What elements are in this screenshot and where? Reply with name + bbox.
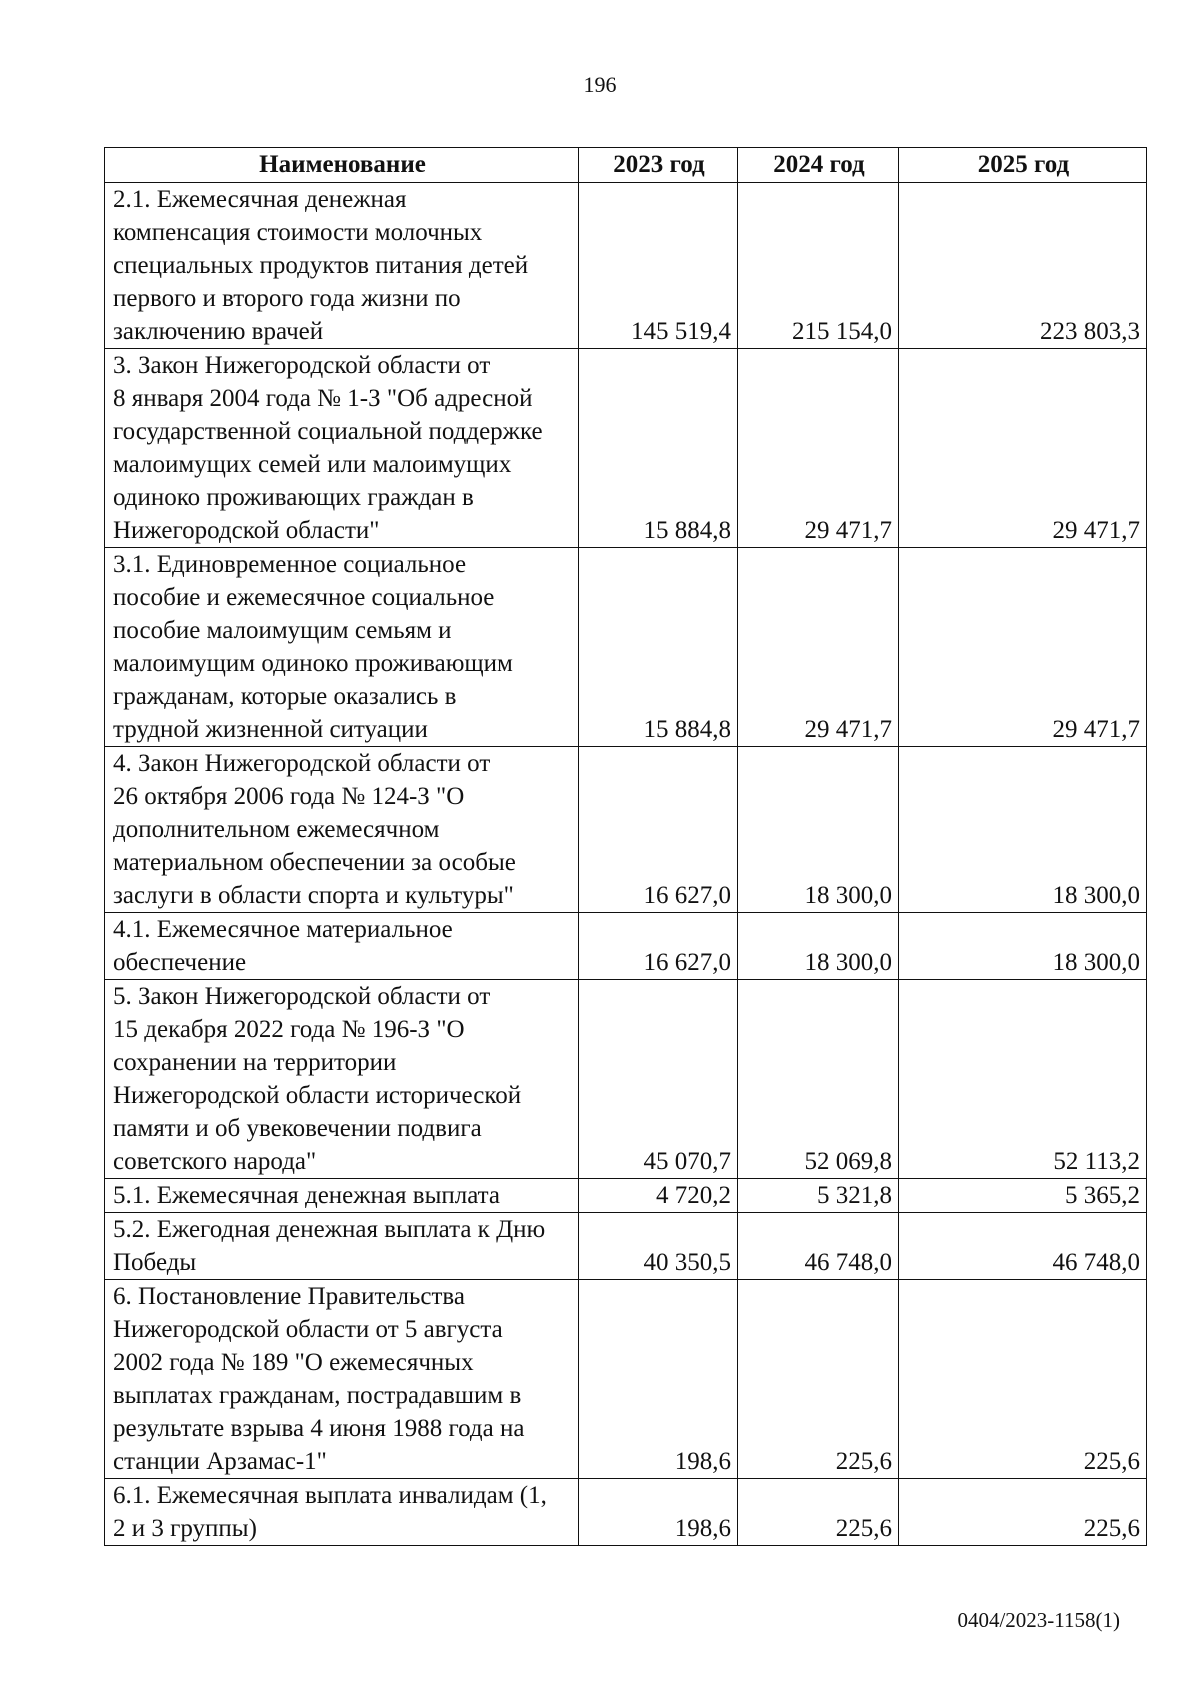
- table-row: [105, 349, 1147, 548]
- value-2025: 225,6: [899, 1280, 1147, 1479]
- row-name-line: Нижегородской области исторической: [113, 1082, 522, 1109]
- table-row: [105, 1179, 1147, 1213]
- row-name-line: государственной социальной поддержке: [113, 418, 543, 445]
- row-name-line: 15 декабря 2022 года № 196-З "О: [113, 1016, 465, 1043]
- value-2024: 18 300,0: [738, 913, 899, 980]
- value-2024: 29 471,7: [738, 349, 899, 548]
- row-name-line: 4.1. Ежемесячное материальное: [113, 916, 453, 943]
- value-2023: 16 627,0: [579, 747, 738, 913]
- value-2023: 145 519,4: [579, 183, 738, 349]
- row-name-line: 6. Постановление Правительства: [113, 1283, 465, 1310]
- row-name-line: 3.1. Единовременное социальное: [113, 551, 467, 578]
- value-2024: 225,6: [738, 1479, 899, 1546]
- row-name-line: 5. Закон Нижегородской области от: [113, 983, 491, 1010]
- row-name-line: малоимущих семей или малоимущих: [113, 451, 512, 478]
- row-name-line: пособие и ежемесячное социальное: [113, 584, 495, 611]
- row-name-line: 2 и 3 группы): [113, 1515, 257, 1542]
- row-name-line: компенсация стоимости молочных: [113, 219, 483, 246]
- row-name-cell: [105, 747, 579, 913]
- table-row: [105, 980, 1147, 1179]
- row-name-cell: [105, 1179, 579, 1213]
- table-row: [105, 747, 1147, 913]
- table-body: [105, 183, 1147, 1546]
- value-2025: 46 748,0: [899, 1213, 1147, 1280]
- row-name-line: обеспечение: [113, 949, 247, 976]
- header-2024: 2024 год: [738, 148, 899, 183]
- row-name-line: памяти и об увековечении подвига: [113, 1115, 482, 1142]
- row-name-line: 2002 года № 189 "О ежемесячных: [113, 1349, 474, 1376]
- row-name-line: сохранении на территории: [113, 1049, 397, 1076]
- value-2023: 40 350,5: [579, 1213, 738, 1280]
- budget-table: [104, 147, 1147, 1546]
- value-2025: 5 365,2: [899, 1179, 1147, 1213]
- row-name-line: первого и второго года жизни по: [113, 285, 461, 312]
- row-name-cell: [105, 548, 579, 747]
- value-2025: 225,6: [899, 1479, 1147, 1546]
- row-name-cell: [105, 349, 579, 548]
- row-name-line: 4. Закон Нижегородской области от: [113, 750, 491, 777]
- row-name-line: заслуги в области спорта и культуры": [113, 882, 514, 909]
- row-name-line: 5.1. Ежемесячная денежная выплата: [113, 1182, 501, 1209]
- row-name-line: 2.1. Ежемесячная денежная: [113, 186, 407, 213]
- row-name-line: советского народа": [113, 1148, 317, 1175]
- row-name-line: малоимущим одиноко проживающим: [113, 650, 513, 677]
- value-2023: 15 884,8: [579, 349, 738, 548]
- value-2023: 4 720,2: [579, 1179, 738, 1213]
- row-name-line: 5.2. Ежегодная денежная выплата к Дню: [113, 1216, 546, 1243]
- row-name-cell: [105, 980, 579, 1179]
- value-2025: 18 300,0: [899, 747, 1147, 913]
- value-2025: 29 471,7: [899, 349, 1147, 548]
- row-name-line: гражданам, которые оказались в: [113, 683, 457, 710]
- row-name-line: Победы: [113, 1249, 197, 1276]
- page-number: 196: [583, 72, 617, 97]
- row-name-line: выплатах гражданам, пострадавшим в: [113, 1382, 522, 1409]
- row-name-line: 3. Закон Нижегородской области от: [113, 352, 491, 379]
- value-2024: 52 069,8: [738, 980, 899, 1179]
- row-name-line: 6.1. Ежемесячная выплата инвалидам (1,: [113, 1482, 547, 1509]
- table-header: [105, 148, 1147, 183]
- table-row: [105, 548, 1147, 747]
- row-name-cell: [105, 1280, 579, 1479]
- document-id: 0404/2023-1158(1): [957, 1608, 1120, 1632]
- value-2025: 52 113,2: [899, 980, 1147, 1179]
- row-name-line: Нижегородской области": [113, 517, 380, 544]
- table-row: [105, 1280, 1147, 1479]
- table-row: [105, 1213, 1147, 1280]
- value-2023: 198,6: [579, 1479, 738, 1546]
- header-2025: 2025 год: [899, 148, 1147, 183]
- row-name-line: заключению врачей: [113, 318, 324, 345]
- row-name-cell: [105, 1213, 579, 1280]
- value-2025: 29 471,7: [899, 548, 1147, 747]
- value-2023: 45 070,7: [579, 980, 738, 1179]
- value-2024: 46 748,0: [738, 1213, 899, 1280]
- header-2023: 2023 год: [579, 148, 738, 183]
- value-2024: 18 300,0: [738, 747, 899, 913]
- row-name-line: трудной жизненной ситуации: [113, 716, 428, 743]
- row-name-line: 8 января 2004 года № 1-З "Об адресной: [113, 385, 533, 412]
- row-name-line: одиноко проживающих граждан в: [113, 484, 474, 511]
- row-name-cell: [105, 183, 579, 349]
- value-2023: 16 627,0: [579, 913, 738, 980]
- value-2023: 198,6: [579, 1280, 738, 1479]
- row-name-cell: [105, 1479, 579, 1546]
- row-name-line: Нижегородской области от 5 августа: [113, 1316, 503, 1343]
- row-name-line: станции Арзамас-1": [113, 1448, 327, 1475]
- table-row: [105, 1479, 1147, 1546]
- table-row: [105, 183, 1147, 349]
- row-name-line: пособие малоимущим семьям и: [113, 617, 452, 644]
- header-name: Наименование: [105, 148, 579, 183]
- row-name-line: результате взрыва 4 июня 1988 года на: [113, 1415, 525, 1442]
- value-2024: 29 471,7: [738, 548, 899, 747]
- value-2025: 18 300,0: [899, 913, 1147, 980]
- row-name-cell: [105, 913, 579, 980]
- value-2023: 15 884,8: [579, 548, 738, 747]
- row-name-line: дополнительном ежемесячном: [113, 816, 440, 843]
- value-2024: 225,6: [738, 1280, 899, 1479]
- value-2024: 5 321,8: [738, 1179, 899, 1213]
- header-row: [105, 148, 1147, 183]
- value-2024: 215 154,0: [738, 183, 899, 349]
- row-name-line: материальном обеспечении за особые: [113, 849, 516, 876]
- table-row: [105, 913, 1147, 980]
- row-name-line: специальных продуктов питания детей: [113, 252, 529, 279]
- row-name-line: 26 октября 2006 года № 124-З "О: [113, 783, 465, 810]
- value-2025: 223 803,3: [899, 183, 1147, 349]
